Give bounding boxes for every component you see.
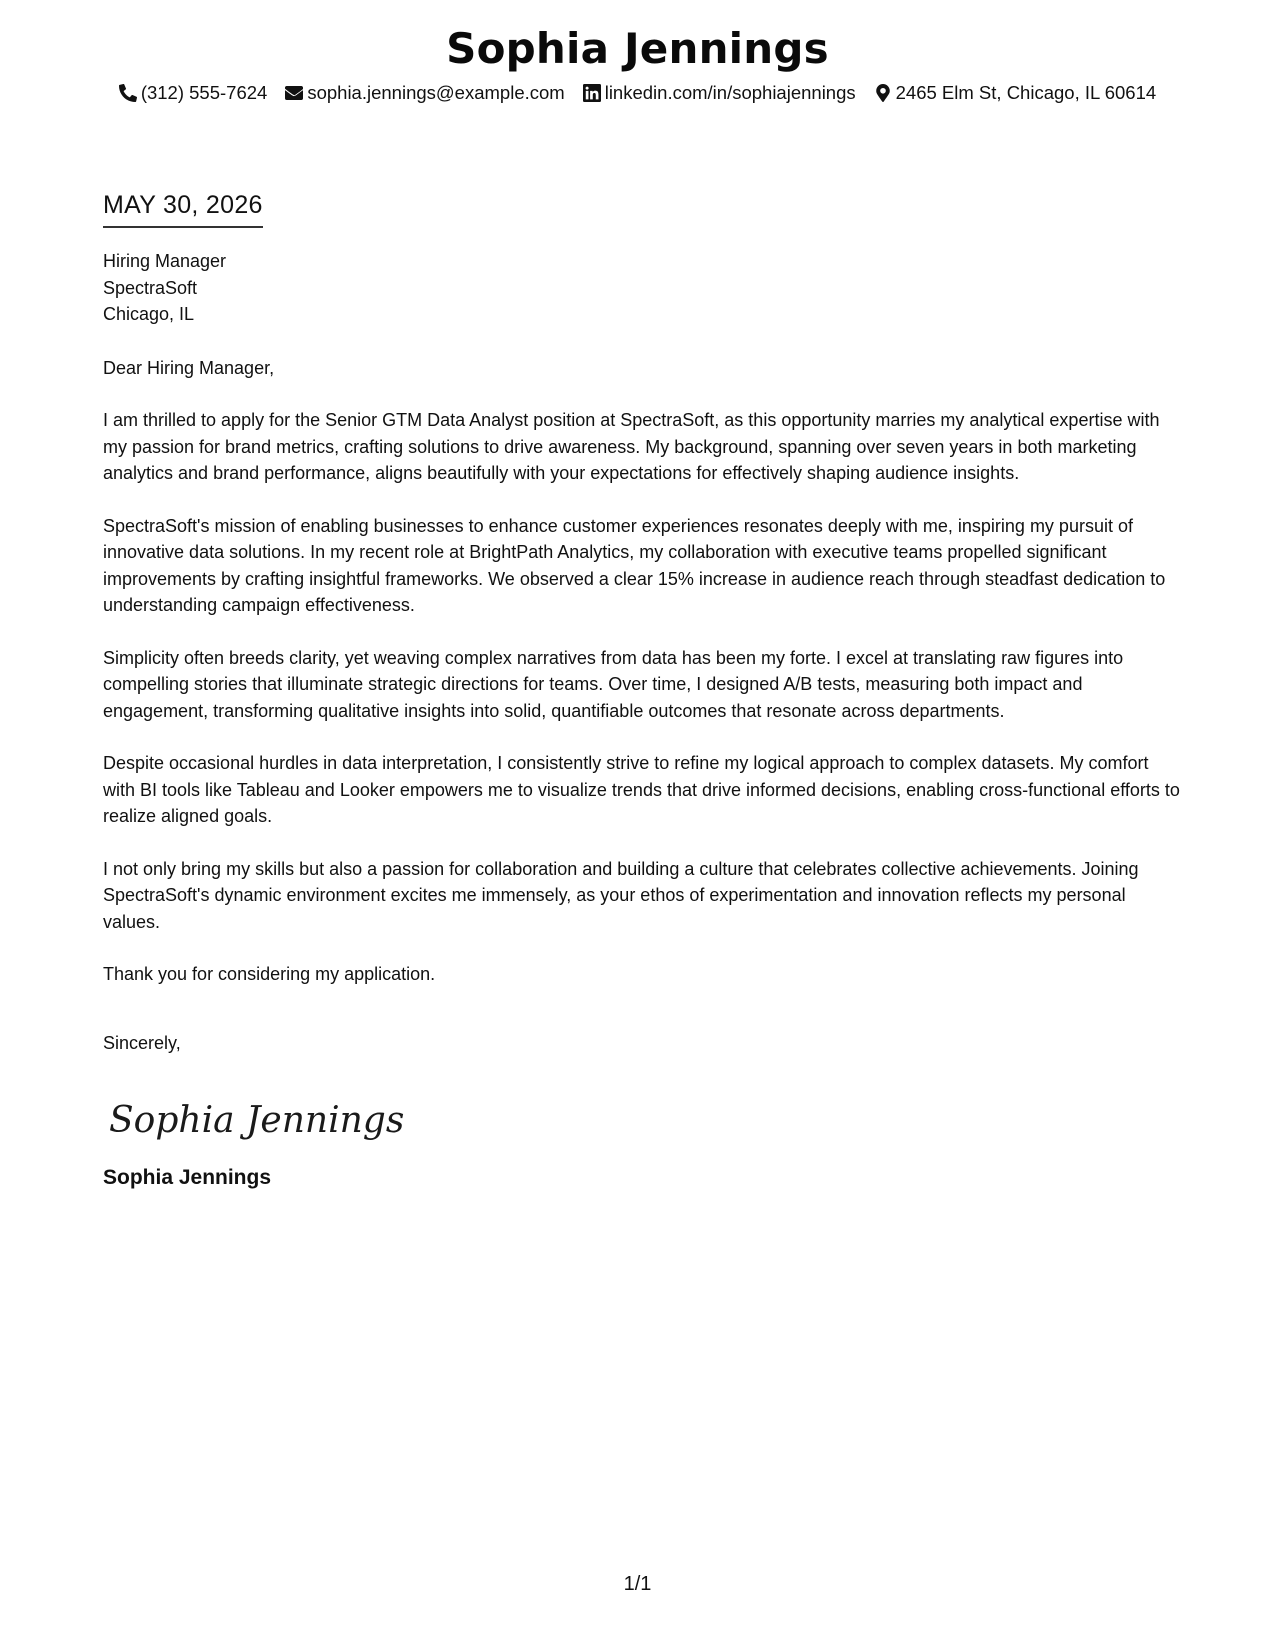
recipient-company: SpectraSoft — [103, 277, 198, 298]
signature-text: Sophia Jennings — [109, 1100, 405, 1141]
recipient-title: Hiring Manager — [103, 251, 227, 271]
letter-date: MAY 30, 2026 — [103, 188, 263, 228]
letter-body — [103, 188, 1183, 1193]
envelope-icon — [285, 84, 303, 102]
letter-header — [0, 22, 1275, 106]
paragraph-1: I am thrilled to apply for the Senior GTM Data Analyst position at SpectraSoft, as this opportunity marries my analytical expertise with my passion for brand metrics, crafting solutions to drive awareness. My background, spanning over seven years in both marketing analytics and brand performance, aligns beautifully with your expectations for effectively shaping audience insights. — [103, 410, 1160, 483]
page-number: 1/1 — [623, 1573, 652, 1595]
signature-image — [107, 1090, 407, 1146]
signature-printed-name: Sophia Jennings — [103, 1166, 272, 1189]
contact-linkedin[interactable] — [583, 80, 856, 106]
salutation: Dear Hiring Manager, — [103, 357, 275, 378]
phone-text: (312) 555-7624 — [140, 82, 268, 103]
signoff: Sincerely, — [103, 1032, 181, 1053]
map-pin-icon — [874, 84, 892, 102]
contact-phone — [119, 80, 268, 106]
paragraph-3: Simplicity often breeds clarity, yet weaving complex narratives from data has been my forte. I excel at translating raw figures into compelling stories that illuminate strategic directions for teams. Over time, I designed A/B tests, measuring both impact and engagement, transforming qualitative insights into solid, quantifiable outcomes that resonate across departments. — [103, 647, 1124, 721]
linkedin-link[interactable]: linkedin.com/in/sophiajennings — [604, 82, 856, 103]
paragraph-2: SpectraSoft's mission of enabling businesses to enhance customer experiences resonates deeply with me, inspiring my pursuit of innovative data solutions. In my recent role at BrightPath Analytics, my collaboration with executive teams propelled significant improvements by crafting insightful frameworks. We observed a clear 15% increase in audience reach through steadfast dedication to understanding campaign effectiveness. — [103, 515, 1166, 615]
paragraph-5: I not only bring my skills but also a passion for collaboration and building a culture that celebrates collective achievements. Joining SpectraSoft's dynamic environment excites me immensely, as your ethos of experimentation and innovation reflects my personal values. — [103, 858, 1139, 932]
paragraph-4: Despite occasional hurdles in data interpretation, I consistently strive to refine my logical approach to complex datasets. My comfort with BI tools like Tableau and Looker empowers me to visualize trends that drive informed decisions, enabling cross-functional efforts to realize aligned goals. — [103, 753, 1180, 826]
applicant-name: Sophia Jennings — [446, 24, 829, 73]
contact-address — [874, 80, 1157, 106]
recipient-block — [103, 248, 1183, 328]
phone-icon — [119, 84, 137, 102]
contact-email[interactable] — [285, 80, 564, 106]
address-text: 2465 Elm St, Chicago, IL 60614 — [895, 82, 1157, 103]
linkedin-icon — [583, 84, 601, 102]
recipient-location: Chicago, IL — [103, 304, 195, 324]
email-link[interactable]: sophia.jennings@example.com — [307, 82, 565, 103]
closing-line: Thank you for considering my application. — [103, 964, 436, 984]
contact-bar — [0, 80, 1275, 106]
